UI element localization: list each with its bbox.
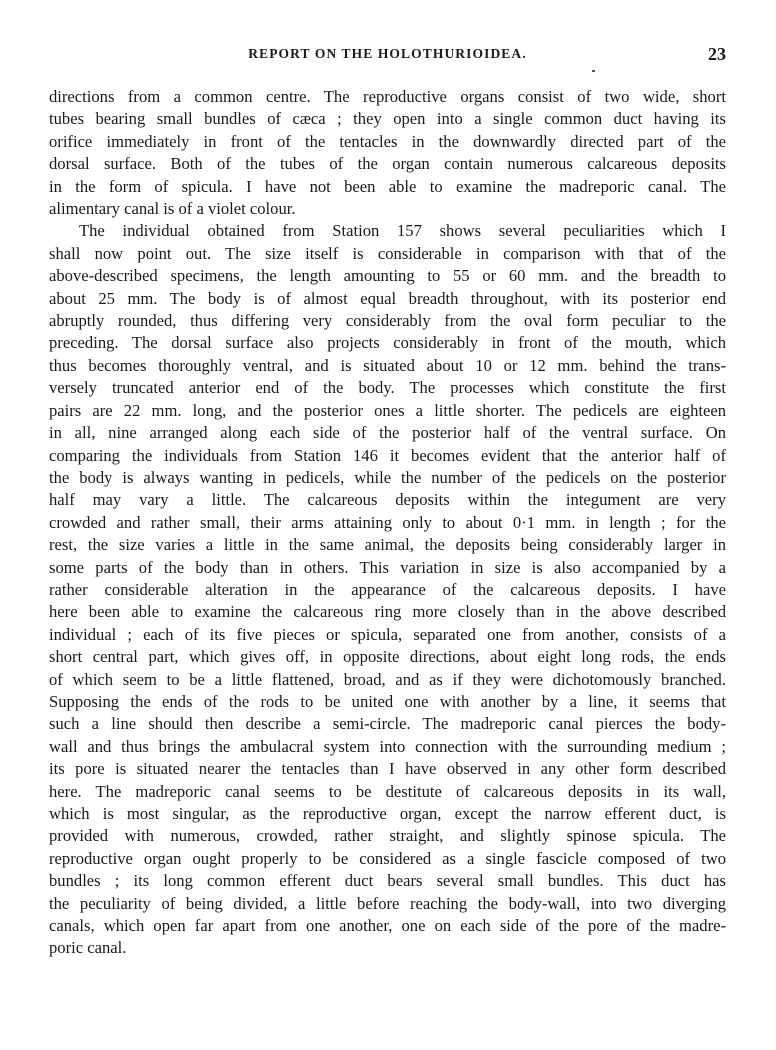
- text-line: poric canal.: [49, 938, 127, 958]
- printing-mark: [592, 70, 595, 72]
- text-line: which is most singular, as the reproductive organ, except the narrow efferent duct, is: [49, 804, 726, 823]
- text-line: orifice immediately in front of the tentacles in the downwardly directed part of the: [49, 131, 726, 151]
- text-line: about 25 mm. The body is of almost equal breadth throughout, with its posterior end: [49, 288, 726, 308]
- text-line: preceding. The dorsal surface also projects considerably in front of the mouth, which: [49, 333, 726, 353]
- text-line: here. The madreporic canal seems to be destitute of calcareous deposits in its wall,: [49, 781, 726, 801]
- text-line: the peculiarity of being divided, a little before reaching the body-wall, into two diverging: [49, 893, 726, 913]
- text-line: alimentary canal is of a violet colour.: [49, 199, 296, 219]
- text-line: thus becomes thoroughly ventral, and is situated about 10 or 12 mm. behind the trans-: [49, 355, 726, 375]
- text-line: some parts of the body than in others. This variation in size is also accompanied by a: [49, 557, 726, 577]
- paragraph: [49, 220, 726, 959]
- page-number: 23: [708, 44, 726, 64]
- text-line: of which seem to be a little flattened, broad, and as if they were dichotomously branched.: [49, 669, 726, 689]
- text-line: dorsal surface. Both of the tubes of the organ contain numerous calcareous deposits: [49, 154, 726, 174]
- text-line: such a line should then describe a semi-circle. The madreporic canal pierces the body-: [49, 714, 726, 734]
- text-line: above-described specimens, the length amounting to 55 or 60 mm. and the breadth to: [49, 266, 726, 286]
- text-line: canals, which open far apart from one another, one on each side of the pore of the madre-: [49, 916, 726, 936]
- running-head: [49, 44, 726, 68]
- text-line: individual ; each of its five pieces or spicula, separated one from another, consists of a: [49, 624, 726, 644]
- text-line: provided with numerous, crowded, rather straight, and slightly spinose spicula. The: [49, 826, 726, 846]
- text-line: short central part, which gives off, in opposite directions, about eight long rods, the ends: [49, 647, 726, 667]
- paragraph: [49, 86, 726, 220]
- text-line: crowded and rather small, their arms attaining only to about 0·1 mm. in length ; for the: [49, 512, 726, 532]
- text-line: wall and thus brings the ambulacral system into connection with the surrounding medium ;: [49, 736, 726, 756]
- text-line: here been able to examine the calcareous ring more closely than in the above described: [49, 602, 726, 622]
- text-line: in all, nine arranged along each side of the posterior half of the ventral surface. On: [49, 423, 726, 443]
- text-line: the body is always wanting in pedicels, while the number of the pedicels on the posterior: [49, 467, 726, 487]
- text-line: shall now point out. The size itself is considerable in comparison with that of the: [49, 243, 726, 263]
- body-text: [49, 86, 726, 960]
- text-line: directions from a common centre. The reproductive organs consist of two wide, short: [49, 87, 726, 106]
- text-line: reproductive organ ought properly to be considered as a single fascicle composed of two: [49, 848, 726, 868]
- text-line: its pore is situated nearer the tentacles than I have observed in any other form described: [49, 759, 726, 779]
- text-line: rest, the size varies a little in the same animal, the deposits being considerably larger in: [49, 535, 726, 555]
- text-line: half may vary a little. The calcareous deposits within the integument are very: [49, 490, 726, 510]
- text-line: in the form of spicula. I have not been able to examine the madreporic canal. The: [49, 176, 726, 196]
- text-line: abruptly rounded, thus differing very considerably from the oval form peculiar to the: [49, 311, 726, 331]
- text-line: pairs are 22 mm. long, and the posterior ones a little shorter. The pedicels are eighteen: [49, 400, 726, 420]
- text-line: The individual obtained from Station 157 shows several peculiarities which I: [79, 221, 726, 241]
- text-line: bundles ; its long common efferent duct bears several small bundles. This duct has: [49, 871, 726, 891]
- text-line: tubes bearing small bundles of cæca ; they open into a single common duct having its: [49, 109, 726, 129]
- text-line: comparing the individuals from Station 146 it becomes evident that the anterior half of: [49, 445, 726, 465]
- text-line: Supposing the ends of the rods to be united one with another by a line, it seems that: [49, 691, 726, 711]
- text-line: rather considerable alteration in the appearance of the calcareous deposits. I have: [49, 579, 726, 599]
- text-line: versely truncated anterior end of the body. The processes which constitute the first: [49, 378, 726, 398]
- running-title: REPORT ON THE HOLOTHURIOIDEA.: [248, 46, 527, 61]
